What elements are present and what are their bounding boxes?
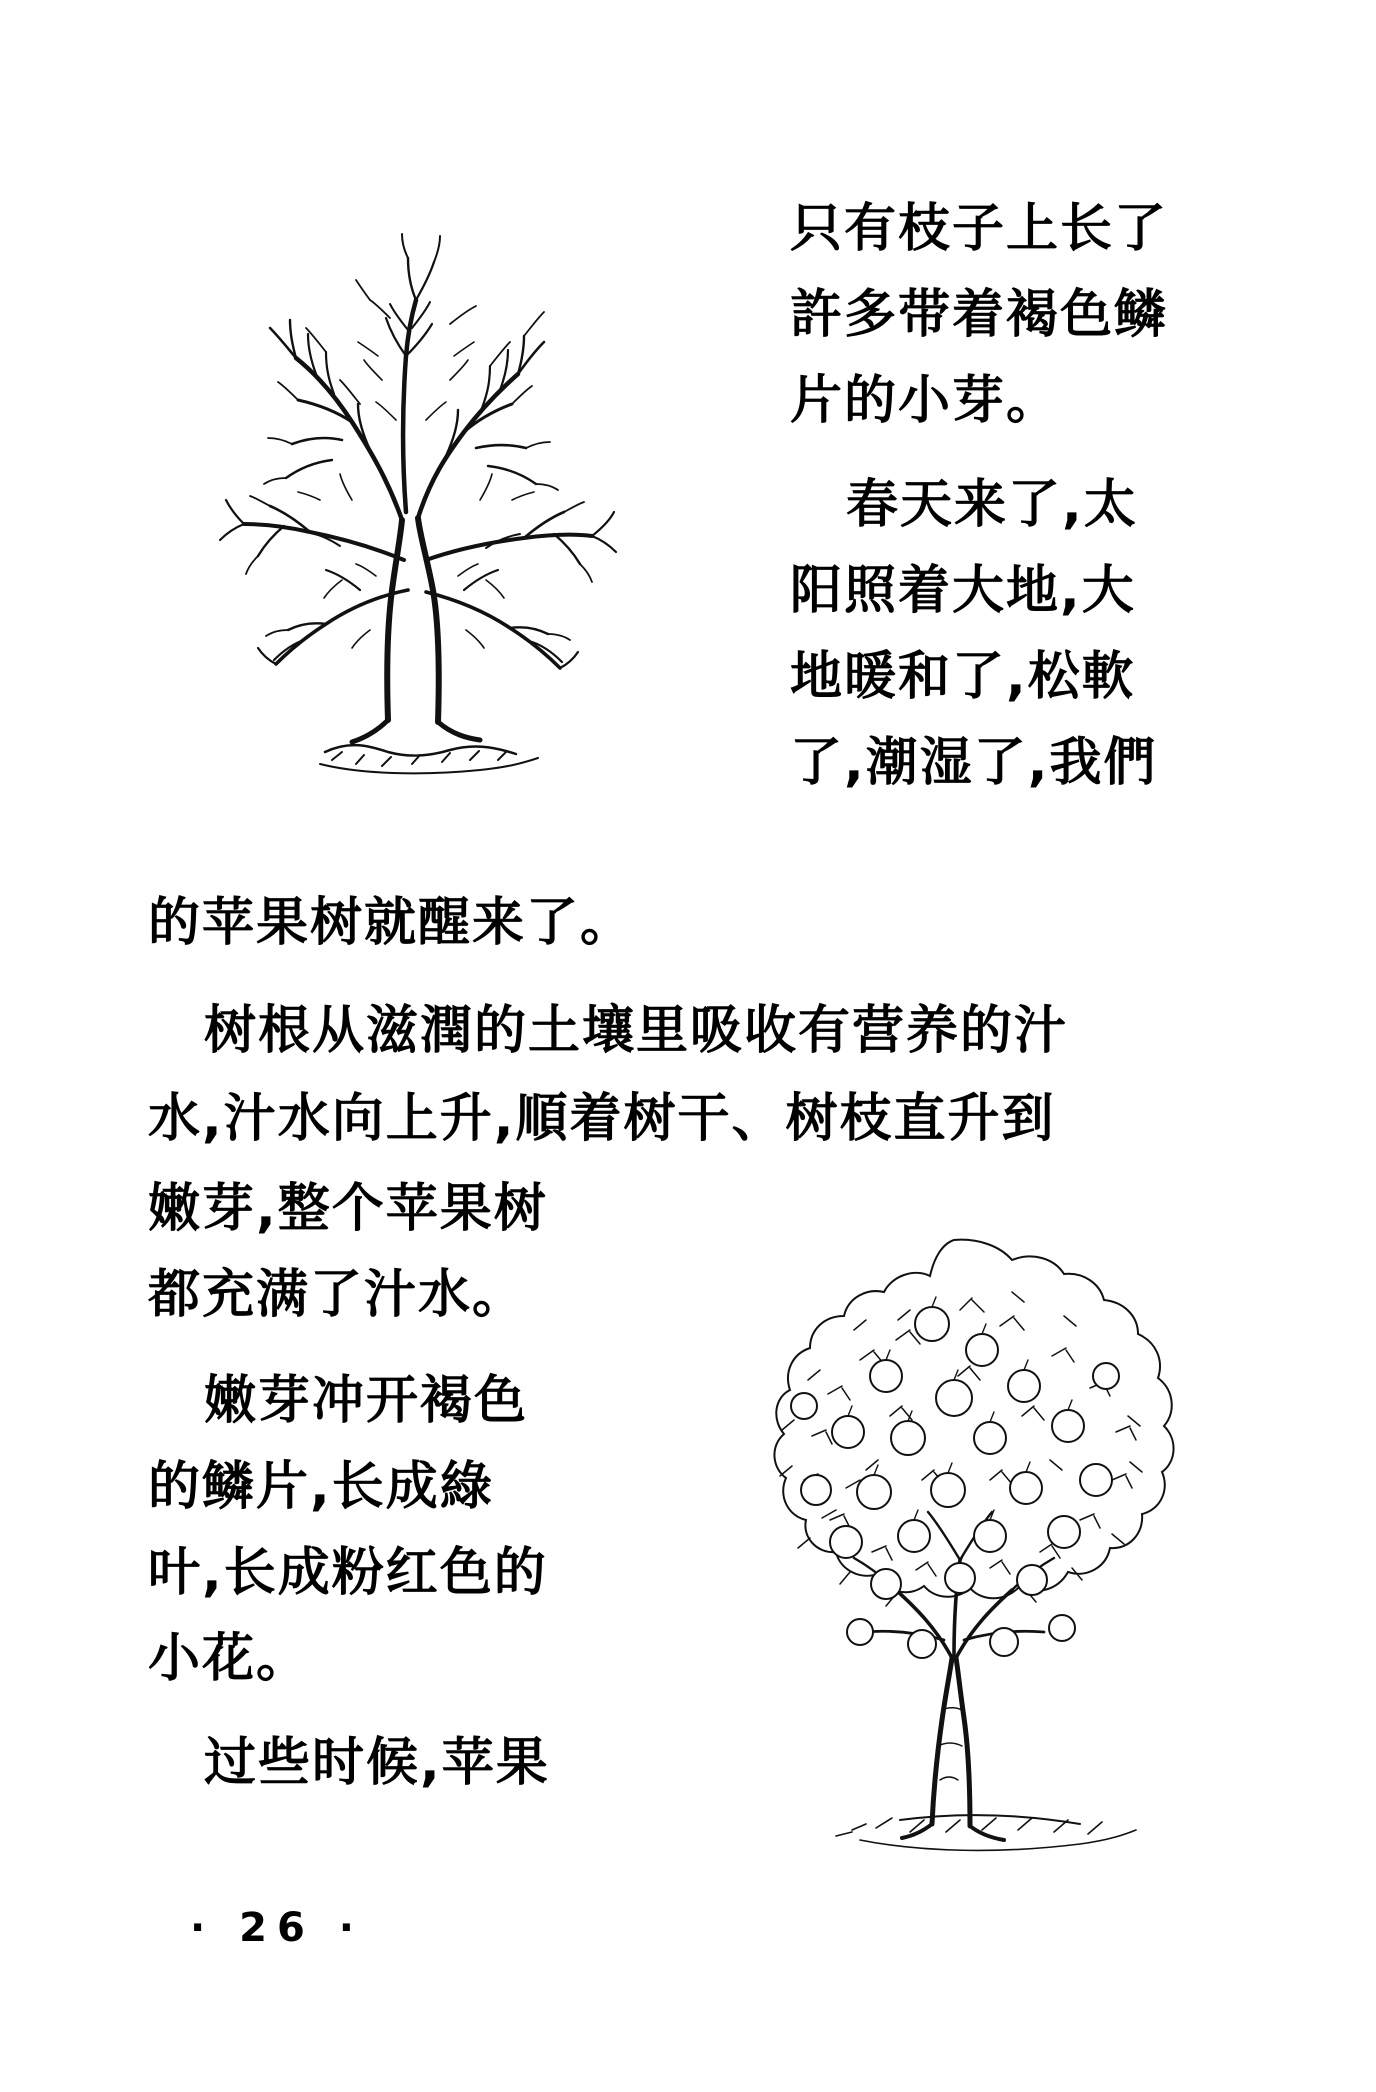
bare-apple-tree-winter-illustration (120, 160, 700, 780)
text-line: 都充满了汁水。 (148, 1265, 527, 1325)
text-line: 叶,长成粉红色的 (148, 1543, 548, 1603)
text-line: 的鳞片,长成綠 (148, 1457, 494, 1517)
paragraph-5 (148, 1720, 668, 1806)
paragraph-3-line-1: 树根从滋潤的土壤里吸收有营养的汁 (204, 1001, 1069, 1061)
full-width-text-line: 的苹果树就醒来了。 (148, 893, 635, 953)
text-line: 只有枝子上长了 (790, 199, 1169, 259)
right-column-paragraph-1 (790, 186, 1260, 444)
text-line: 小花。 (148, 1629, 311, 1689)
text-line: 嫩芽冲开褐色 (204, 1371, 529, 1431)
page-number: · 26 · (190, 1905, 364, 1951)
text-line: 片的小芽。 (790, 371, 1061, 431)
paragraph-3-line-2: 水,汁水向上升,順着树干、树枝直升到 (148, 1089, 1056, 1149)
right-column-paragraph-2 (790, 462, 1260, 806)
text-line: 过些时候,苹果 (204, 1733, 550, 1793)
text-line: 春天来了,太 (846, 475, 1138, 535)
text-line: 嫩芽,整个苹果树 (148, 1179, 548, 1239)
text-line: 阳照着大地,大 (790, 561, 1136, 621)
paragraph-3-narrow-continuation (148, 1166, 668, 1338)
paragraph-4 (148, 1358, 668, 1702)
text-line: 許多带着褐色鳞 (790, 285, 1169, 345)
apple-tree-with-fruit-illustration (660, 1180, 1220, 1880)
text-line: 了,潮湿了,我們 (790, 733, 1158, 793)
text-line: 地暖和了,松軟 (790, 647, 1136, 707)
